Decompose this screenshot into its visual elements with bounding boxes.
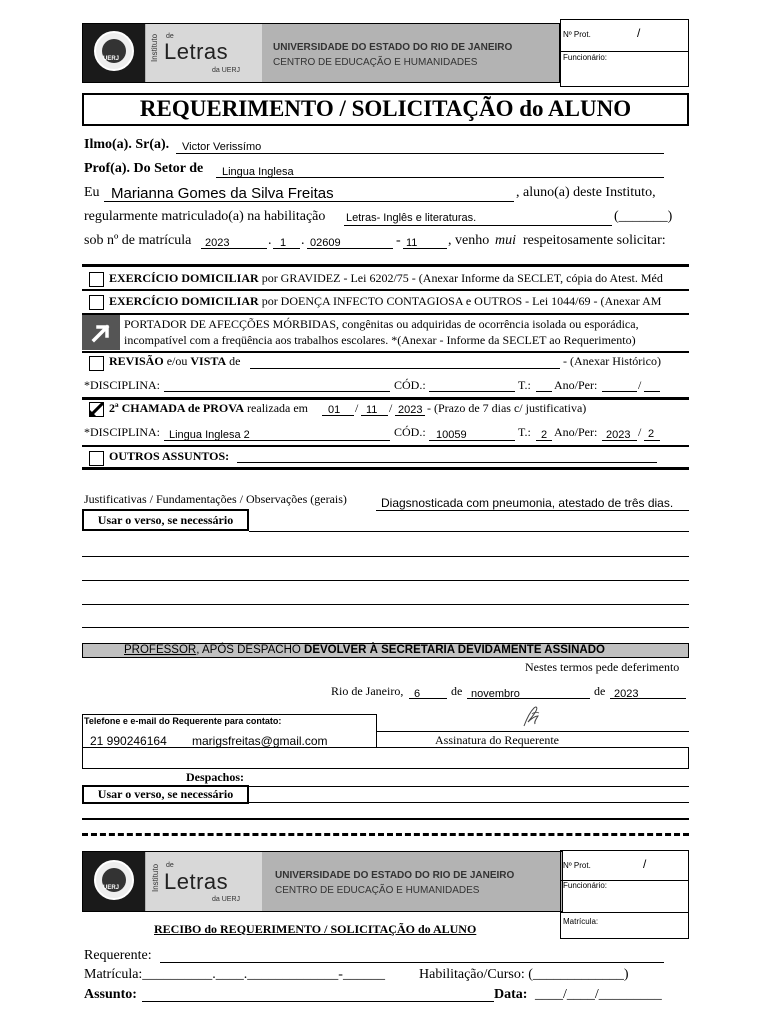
seal-text: UERJ <box>103 56 120 62</box>
contact-email[interactable]: marigsfreitas@gmail.com <box>192 734 328 748</box>
matricula-part-3[interactable]: 02609 <box>310 237 341 249</box>
checkbox-outros[interactable] <box>89 451 104 466</box>
chamada-day[interactable]: 01 <box>328 404 341 416</box>
disciplina-2-label: *DISCIPLINA: <box>84 425 161 439</box>
matricula-part-2[interactable]: 1 <box>280 237 287 249</box>
prot-slash: / <box>637 26 641 40</box>
checkbox-doenca[interactable] <box>89 295 104 310</box>
chamada-year[interactable]: 2023 <box>398 404 423 416</box>
justification-label: Justificativas / Fundamentações / Observações (gerais) <box>84 492 347 506</box>
receipt-data-label: Data: <box>494 987 528 1002</box>
habilitacao-label: regularmente matriculado(a) na habilitação <box>84 209 326 224</box>
revisao-anexar: - (Anexar Histórico) <box>563 354 661 368</box>
prot-label: Nº Prot. <box>563 30 591 39</box>
anoper-1-slash: / <box>638 378 642 392</box>
receipt-habilitacao-line: Habilitação/Curso: (_____________) <box>419 967 629 982</box>
institute-de: de <box>166 33 174 40</box>
arrow-up-right-icon <box>82 315 120 350</box>
receipt-institute-prefix: Instituto <box>151 863 160 892</box>
eu-label: Eu <box>84 185 100 200</box>
cut-line <box>82 833 689 836</box>
anoper-2-slash: / <box>638 425 642 439</box>
receipt-prot-label: Nº Prot. <box>563 861 591 870</box>
option-chamada: 2ª CHAMADA de PROVA realizada em <box>109 401 309 415</box>
sector-value[interactable]: Lingua Inglesa <box>222 166 294 178</box>
institute-prefix: Instituto <box>150 33 159 62</box>
option-portador-line2: incompatível com a freqüência aos trabalhos escolares. *(Anexar - Informe da SECLET ao Requerimento) <box>124 333 636 347</box>
t-2-value[interactable]: 2 <box>541 429 548 441</box>
matricula-label: sob nº de matrícula <box>84 233 192 248</box>
contact-label: Telefone e e-mail do Requerente para contato: <box>84 716 282 726</box>
date-year[interactable]: 2023 <box>614 688 639 700</box>
disciplina-2-value[interactable]: Lingua Inglesa 2 <box>169 429 250 441</box>
option-outros: OUTROS ASSUNTOS: <box>109 449 230 463</box>
checkbox-gravidez[interactable] <box>89 272 104 287</box>
nestes-termos: Nestes termos pede deferimento <box>525 660 680 674</box>
checkbox-chamada[interactable] <box>89 402 104 417</box>
despachos-label: Despachos: <box>186 770 245 784</box>
despachos-verso: Usar o verso, se necessário <box>97 787 234 801</box>
addressee-value[interactable]: Victor Verissímo <box>182 141 262 153</box>
anoper-2-label: Ano/Per: <box>554 425 598 439</box>
receipt-data-blank: ____/____/_________ <box>535 987 662 1002</box>
addressee-label: Ilmo(a). Sr(a). <box>84 137 170 152</box>
option-revisao: REVISÃO e/ou VISTA de <box>109 354 241 368</box>
chamada-month[interactable]: 11 <box>366 404 378 416</box>
checkbox-revisao[interactable] <box>89 356 104 371</box>
receipt-title: RECIBO do REQUERIMENTO / SOLICITAÇÃO do ALUNO <box>154 922 477 936</box>
receipt-seal-text: UERJ <box>103 885 120 891</box>
date-de-1: de <box>451 684 463 698</box>
page-title: REQUERIMENTO / SOLICITAÇÃO do ALUNO <box>139 96 632 121</box>
receipt-requerente-label: Requerente: <box>84 948 152 963</box>
professor-bar-text: PROFESSOR, APÓS DESPACHO DEVOLVER À SECRETARIA DEVIDAMENTE ASSINADO <box>124 644 605 656</box>
option-gravidez: EXERCÍCIO DOMICILIAR por GRAVIDEZ - Lei 6202/75 - (Anexar Informe da SECLET, cópia do Atest. Méd <box>109 271 663 285</box>
disciplina-1-label: *DISCIPLINA: <box>84 378 161 392</box>
checkbox-portador[interactable] <box>82 315 120 350</box>
justification-value[interactable]: Diagsnosticada com pneumonia, atestado de três dias. <box>381 496 674 510</box>
option-doenca: EXERCÍCIO DOMICILIAR por DOENÇA INFECTO CONTAGIOSA e OUTROS - Lei 1044/69 - (Anexar AM <box>109 294 662 308</box>
university-name: UNIVERSIDADE DO ESTADO DO RIO DE JANEIRO <box>273 42 513 53</box>
date-day[interactable]: 6 <box>414 688 421 700</box>
option-portador-line1: PORTADOR DE AFECÇÕES MÓRBIDAS, congênitas ou adquiridas de ocorrência isolada ou esporádica, <box>124 317 639 331</box>
signature-lower-box <box>82 747 689 769</box>
contact-phone[interactable]: 21 990246164 <box>90 734 167 748</box>
habilitacao-value[interactable]: Letras- Inglês e literaturas. <box>346 212 477 224</box>
cod-1-label: CÓD.: <box>394 378 426 392</box>
matricula-sep-3: - <box>396 233 401 248</box>
justification-verso: Usar o verso, se necessário <box>97 513 234 527</box>
solicitar-text: respeitosamente solicitar: <box>523 233 666 248</box>
anoper-1-label: Ano/Per: <box>554 378 598 392</box>
matricula-sep-1: . <box>268 233 272 248</box>
ano-2-value[interactable]: 2023 <box>606 429 631 441</box>
receipt-institute-de: de <box>166 862 174 869</box>
matricula-sep-2: . <box>301 233 305 248</box>
venho-text: , venho <box>448 233 490 248</box>
chamada-slash-1: / <box>355 401 359 415</box>
check-slash-icon <box>89 402 104 417</box>
receipt-institute-name: Letras <box>164 869 229 894</box>
per-2-value[interactable]: 2 <box>648 428 655 440</box>
uerj-seal-icon <box>94 31 134 71</box>
date-de-2: de <box>594 684 606 698</box>
center-name: CENTRO DE EDUCAÇÃO E HUMANIDADES <box>273 57 478 68</box>
date-month[interactable]: novembro <box>471 688 520 700</box>
mui-text: mui <box>495 233 516 248</box>
chamada-prazo: - (Prazo de 7 dias c/ justificativa) <box>427 401 587 415</box>
sector-label: Prof(a). Do Setor de <box>84 161 204 176</box>
aluno-text: , aluno(a) deste Instituto, <box>516 185 656 200</box>
t-1-label: T.: <box>518 378 531 392</box>
receipt-matricula-line: Matrícula:__________.____._____________-______ <box>84 967 385 982</box>
cod-2-value[interactable]: 10059 <box>436 429 467 441</box>
signature-label: Assinatura do Requerente <box>435 733 559 747</box>
receipt-assunto-label: Assunto: <box>84 987 137 1002</box>
receipt-university-name: UNIVERSIDADE DO ESTADO DO RIO DE JANEIRO <box>275 870 515 881</box>
student-name[interactable]: Marianna Gomes da Silva Freitas <box>111 185 334 202</box>
rio-label: Rio de Janeiro, <box>331 684 404 698</box>
receipt-matricula-box-label: Matrícula: <box>563 917 599 926</box>
receipt-center-name: CENTRO DE EDUCAÇÃO E HUMANIDADES <box>275 885 480 896</box>
matricula-part-4[interactable]: 11 <box>406 237 418 249</box>
cod-2-label: CÓD.: <box>394 425 426 439</box>
chamada-slash-2: / <box>389 401 393 415</box>
funcionario-label: Funcionário: <box>563 53 608 62</box>
receipt-funcionario-label: Funcionário: <box>563 881 608 890</box>
t-2-label: T.: <box>518 425 531 439</box>
receipt-prot-slash: / <box>643 857 647 871</box>
signature-scribble <box>518 704 548 730</box>
matricula-part-1[interactable]: 2023 <box>205 237 230 249</box>
receipt-institute-sub: da UERJ <box>212 896 241 903</box>
institute-name: Letras <box>164 39 229 64</box>
habilitacao-paren: (_______) <box>614 209 673 224</box>
institute-sub: da UERJ <box>212 67 241 74</box>
receipt-uerj-seal-icon <box>94 860 134 900</box>
